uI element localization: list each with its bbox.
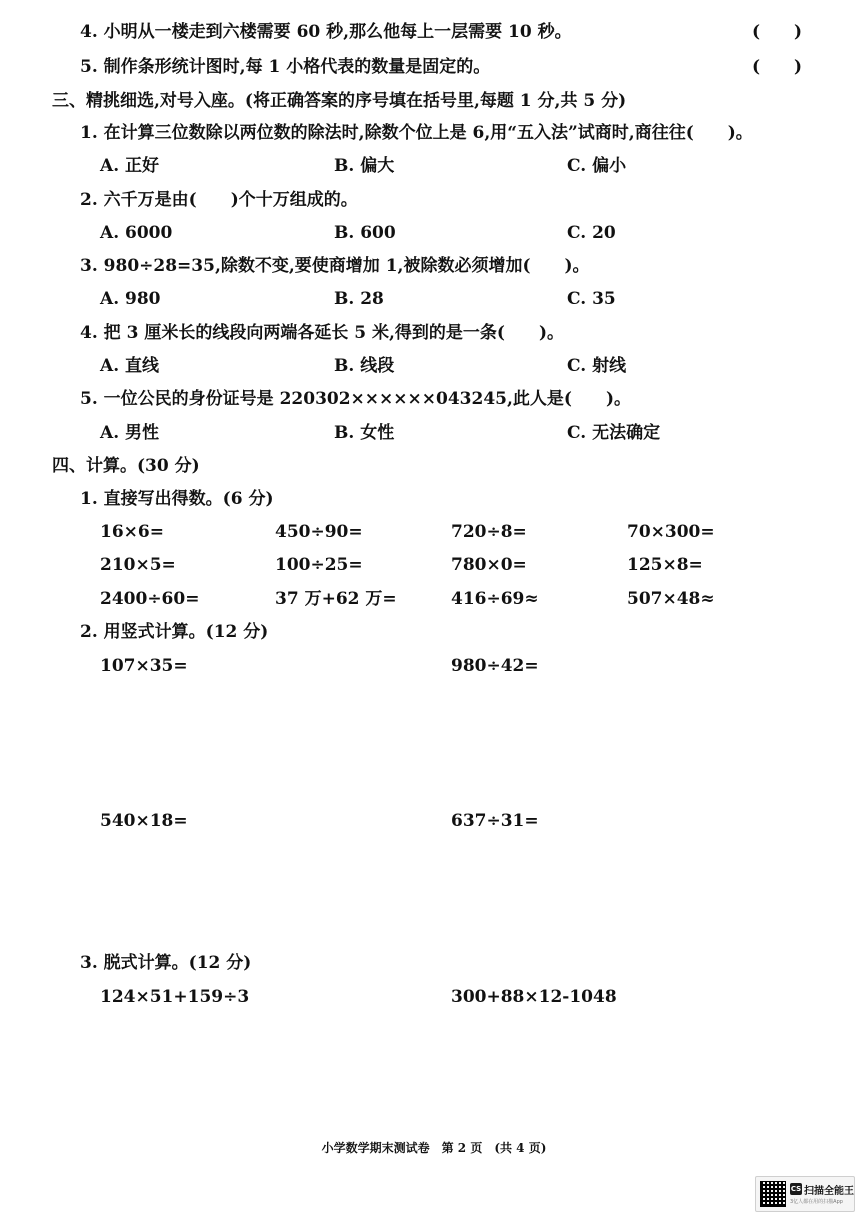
choice-option: A. 6000 <box>100 223 173 243</box>
calc-part-3-title: 3. 脱式计算。(12 分) <box>80 953 252 973</box>
scanner-tagline: 3亿人都在用的扫描App <box>790 1199 843 1205</box>
choice-option: A. 980 <box>100 289 161 309</box>
choice-question-3: 3. 980÷28=35,除数不变,要使商增加 1,被除数必须增加( )。 <box>80 256 590 276</box>
judge-question-4: 4. 小明从一楼走到六楼需要 60 秒,那么他每上一层需要 10 秒。 <box>80 22 572 42</box>
vertical-calc-item: 540×18= <box>100 811 188 831</box>
oral-calc-item: 720÷8= <box>451 522 527 542</box>
choice-option: C. 20 <box>567 223 616 243</box>
calc-part-2-title: 2. 用竖式计算。(12 分) <box>80 622 269 642</box>
step-calc-item: 124×51+159÷3 <box>100 987 250 1007</box>
choice-question-5: 5. 一位公民的身份证号是 220302××××××043245,此人是( )。 <box>80 389 631 409</box>
choice-option: B. 偏大 <box>334 156 395 176</box>
oral-calc-item: 450÷90= <box>275 522 363 542</box>
scanner-watermark <box>755 1176 855 1212</box>
choice-option: C. 35 <box>567 289 616 309</box>
qr-code-icon <box>760 1181 786 1207</box>
oral-calc-item: 780×0= <box>451 555 527 575</box>
vertical-calc-item: 107×35= <box>100 656 188 676</box>
judge-question-5: 5. 制作条形统计图时,每 1 小格代表的数量是固定的。 <box>80 57 491 77</box>
oral-calc-item: 70×300= <box>627 522 715 542</box>
judge-answer-paren-5: ( ) <box>752 57 803 77</box>
oral-calc-item: 125×8= <box>627 555 703 575</box>
choice-question-2: 2. 六千万是由( )个十万组成的。 <box>80 190 358 210</box>
choice-option: A. 男性 <box>100 423 160 443</box>
choice-option: B. 线段 <box>334 356 395 376</box>
section-4-title: 四、计算。(30 分) <box>52 456 200 476</box>
choice-option: B. 600 <box>334 223 396 243</box>
oral-calc-item: 507×48≈ <box>627 589 715 609</box>
choice-question-1: 1. 在计算三位数除以两位数的除法时,除数个位上是 6,用“五入法”试商时,商往往( )。 <box>80 123 753 143</box>
oral-calc-item: 16×6= <box>100 522 164 542</box>
camscanner-logo-icon: CS <box>790 1185 802 1193</box>
scanner-app-name: 扫描全能王 <box>804 1186 854 1197</box>
choice-question-4: 4. 把 3 厘米长的线段向两端各延长 5 米,得到的是一条( )。 <box>80 323 565 343</box>
choice-option: B. 28 <box>334 289 384 309</box>
judge-answer-paren-4: ( ) <box>752 22 803 42</box>
section-3-title: 三、精挑细选,对号入座。(将正确答案的序号填在括号里,每题 1 分,共 5 分) <box>52 91 627 111</box>
oral-calc-item: 2400÷60= <box>100 589 200 609</box>
choice-option: A. 正好 <box>100 156 160 176</box>
oral-calc-item: 37 万+62 万= <box>275 589 397 609</box>
vertical-calc-item: 980÷42= <box>451 656 539 676</box>
oral-calc-item: 416÷69≈ <box>451 589 539 609</box>
vertical-calc-item: 637÷31= <box>451 811 539 831</box>
choice-option: C. 无法确定 <box>567 423 661 443</box>
choice-option: A. 直线 <box>100 356 160 376</box>
page-footer: 小学数学期末测试卷 第 2 页 (共 4 页) <box>321 1141 547 1155</box>
choice-option: C. 偏小 <box>567 156 627 176</box>
oral-calc-item: 100÷25= <box>275 555 363 575</box>
oral-calc-item: 210×5= <box>100 555 176 575</box>
calc-part-1-title: 1. 直接写出得数。(6 分) <box>80 489 274 509</box>
choice-option: B. 女性 <box>334 423 395 443</box>
choice-option: C. 射线 <box>567 356 627 376</box>
step-calc-item: 300+88×12-1048 <box>451 987 617 1007</box>
